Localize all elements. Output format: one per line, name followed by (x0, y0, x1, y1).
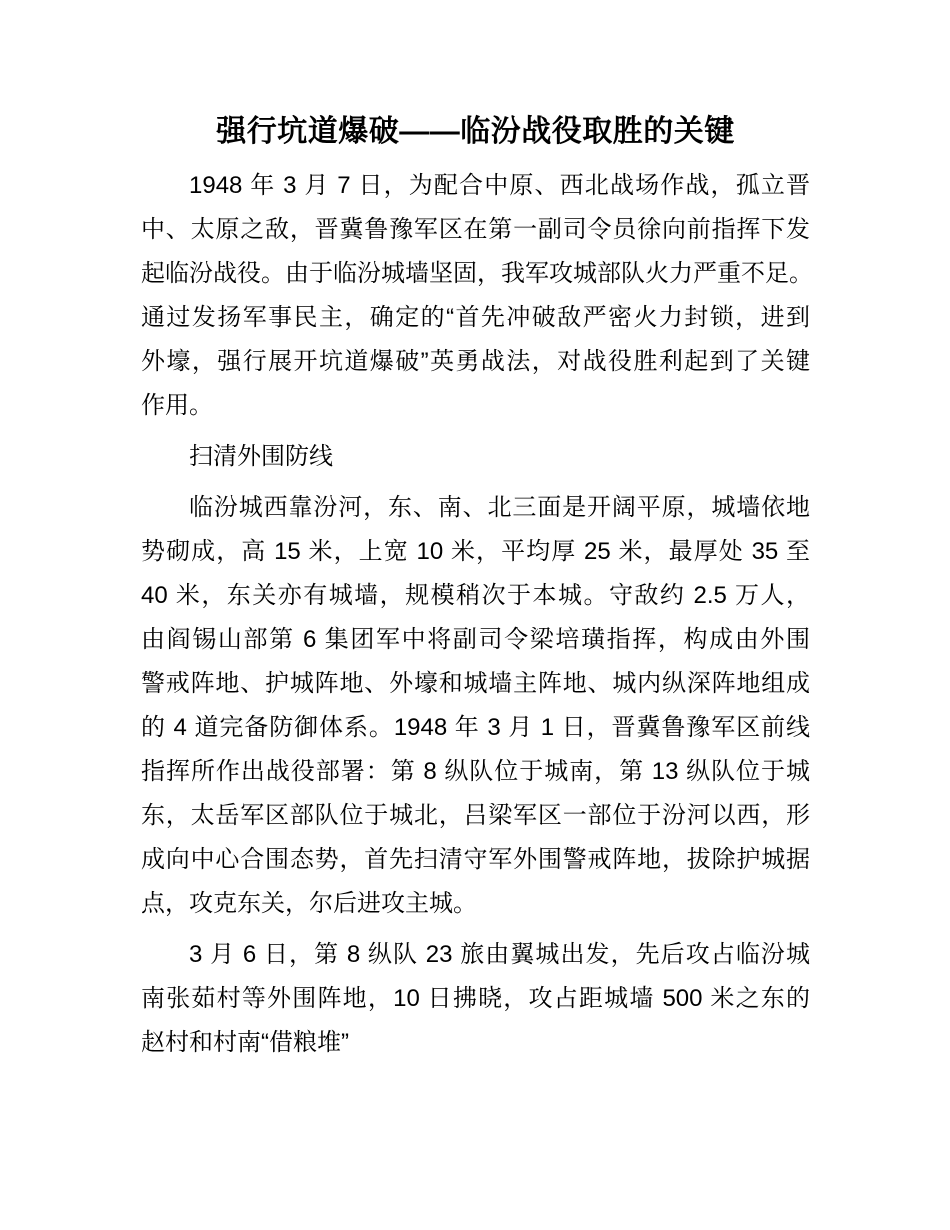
text-line: 作用。 (141, 392, 213, 419)
paragraph-intro (141, 164, 813, 428)
subheading-text: 扫清外围防线 (189, 443, 333, 470)
text-line: 的 4 道完备防御体系。1948 年 3 月 1 日，晋冀鲁豫军区前线 (141, 714, 810, 741)
document-title: 强行坑道爆破——临汾战役取胜的关键 (216, 115, 735, 148)
text-line: 由阎锡山部第 6 集团军中将副司令梁培璜指挥，构成由外围 (141, 626, 810, 653)
text-line: 外壕，强行展开坑道爆破”英勇战法，对战役胜利起到了关键 (141, 348, 810, 375)
text-line: 3 月 6 日，第 8 纵队 23 旅由翼城出发，先后攻占临汾城 (189, 941, 810, 968)
text-line: 起临汾战役。由于临汾城墙坚固，我军攻城部队火力严重不足。 (141, 260, 813, 287)
text-line: 通过发扬军事民主，确定的“首先冲破敌严密火力封锁，进到 (141, 304, 810, 331)
text-line: 势砌成，高 15 米，上宽 10 米，平均厚 25 米，最厚处 35 至 (141, 538, 810, 565)
paragraph-defense-overview (141, 486, 810, 926)
text-line: 东，太岳军区部队位于城北，吕梁军区一部位于汾河以西，形 (141, 802, 810, 829)
text-line: 中、太原之敌，晋冀鲁豫军区在第一副司令员徐向前指挥下发 (141, 216, 810, 243)
text-line: 成向中心合围态势，首先扫清守军外围警戒阵地，拔除护城据 (141, 846, 810, 873)
text-line: 点，攻克东关，尔后进攻主城。 (141, 890, 477, 917)
document-content (141, 108, 813, 1065)
text-line: 南张茹村等外围阵地，10 日拂晓，攻占距城墙 500 米之东的 (141, 985, 810, 1012)
text-line: 赵村和村南“借粮堆” (141, 1029, 349, 1056)
text-line: 指挥所作出战役部署：第 8 纵队位于城南，第 13 纵队位于城 (141, 758, 810, 785)
text-line: 1948 年 3 月 7 日，为配合中原、西北战场作战，孤立晋 (189, 172, 810, 199)
section-subheading (141, 435, 810, 479)
text-line: 临汾城西靠汾河，东、南、北三面是开阔平原，城墙依地 (189, 494, 810, 521)
paragraph-march-6-attack (141, 933, 810, 1065)
text-line: 40 米，东关亦有城墙，规模稍次于本城。守敌约 2.5 万人， (141, 582, 810, 609)
text-line: 警戒阵地、护城阵地、外壕和城墙主阵地、城内纵深阵地组成 (141, 670, 810, 697)
